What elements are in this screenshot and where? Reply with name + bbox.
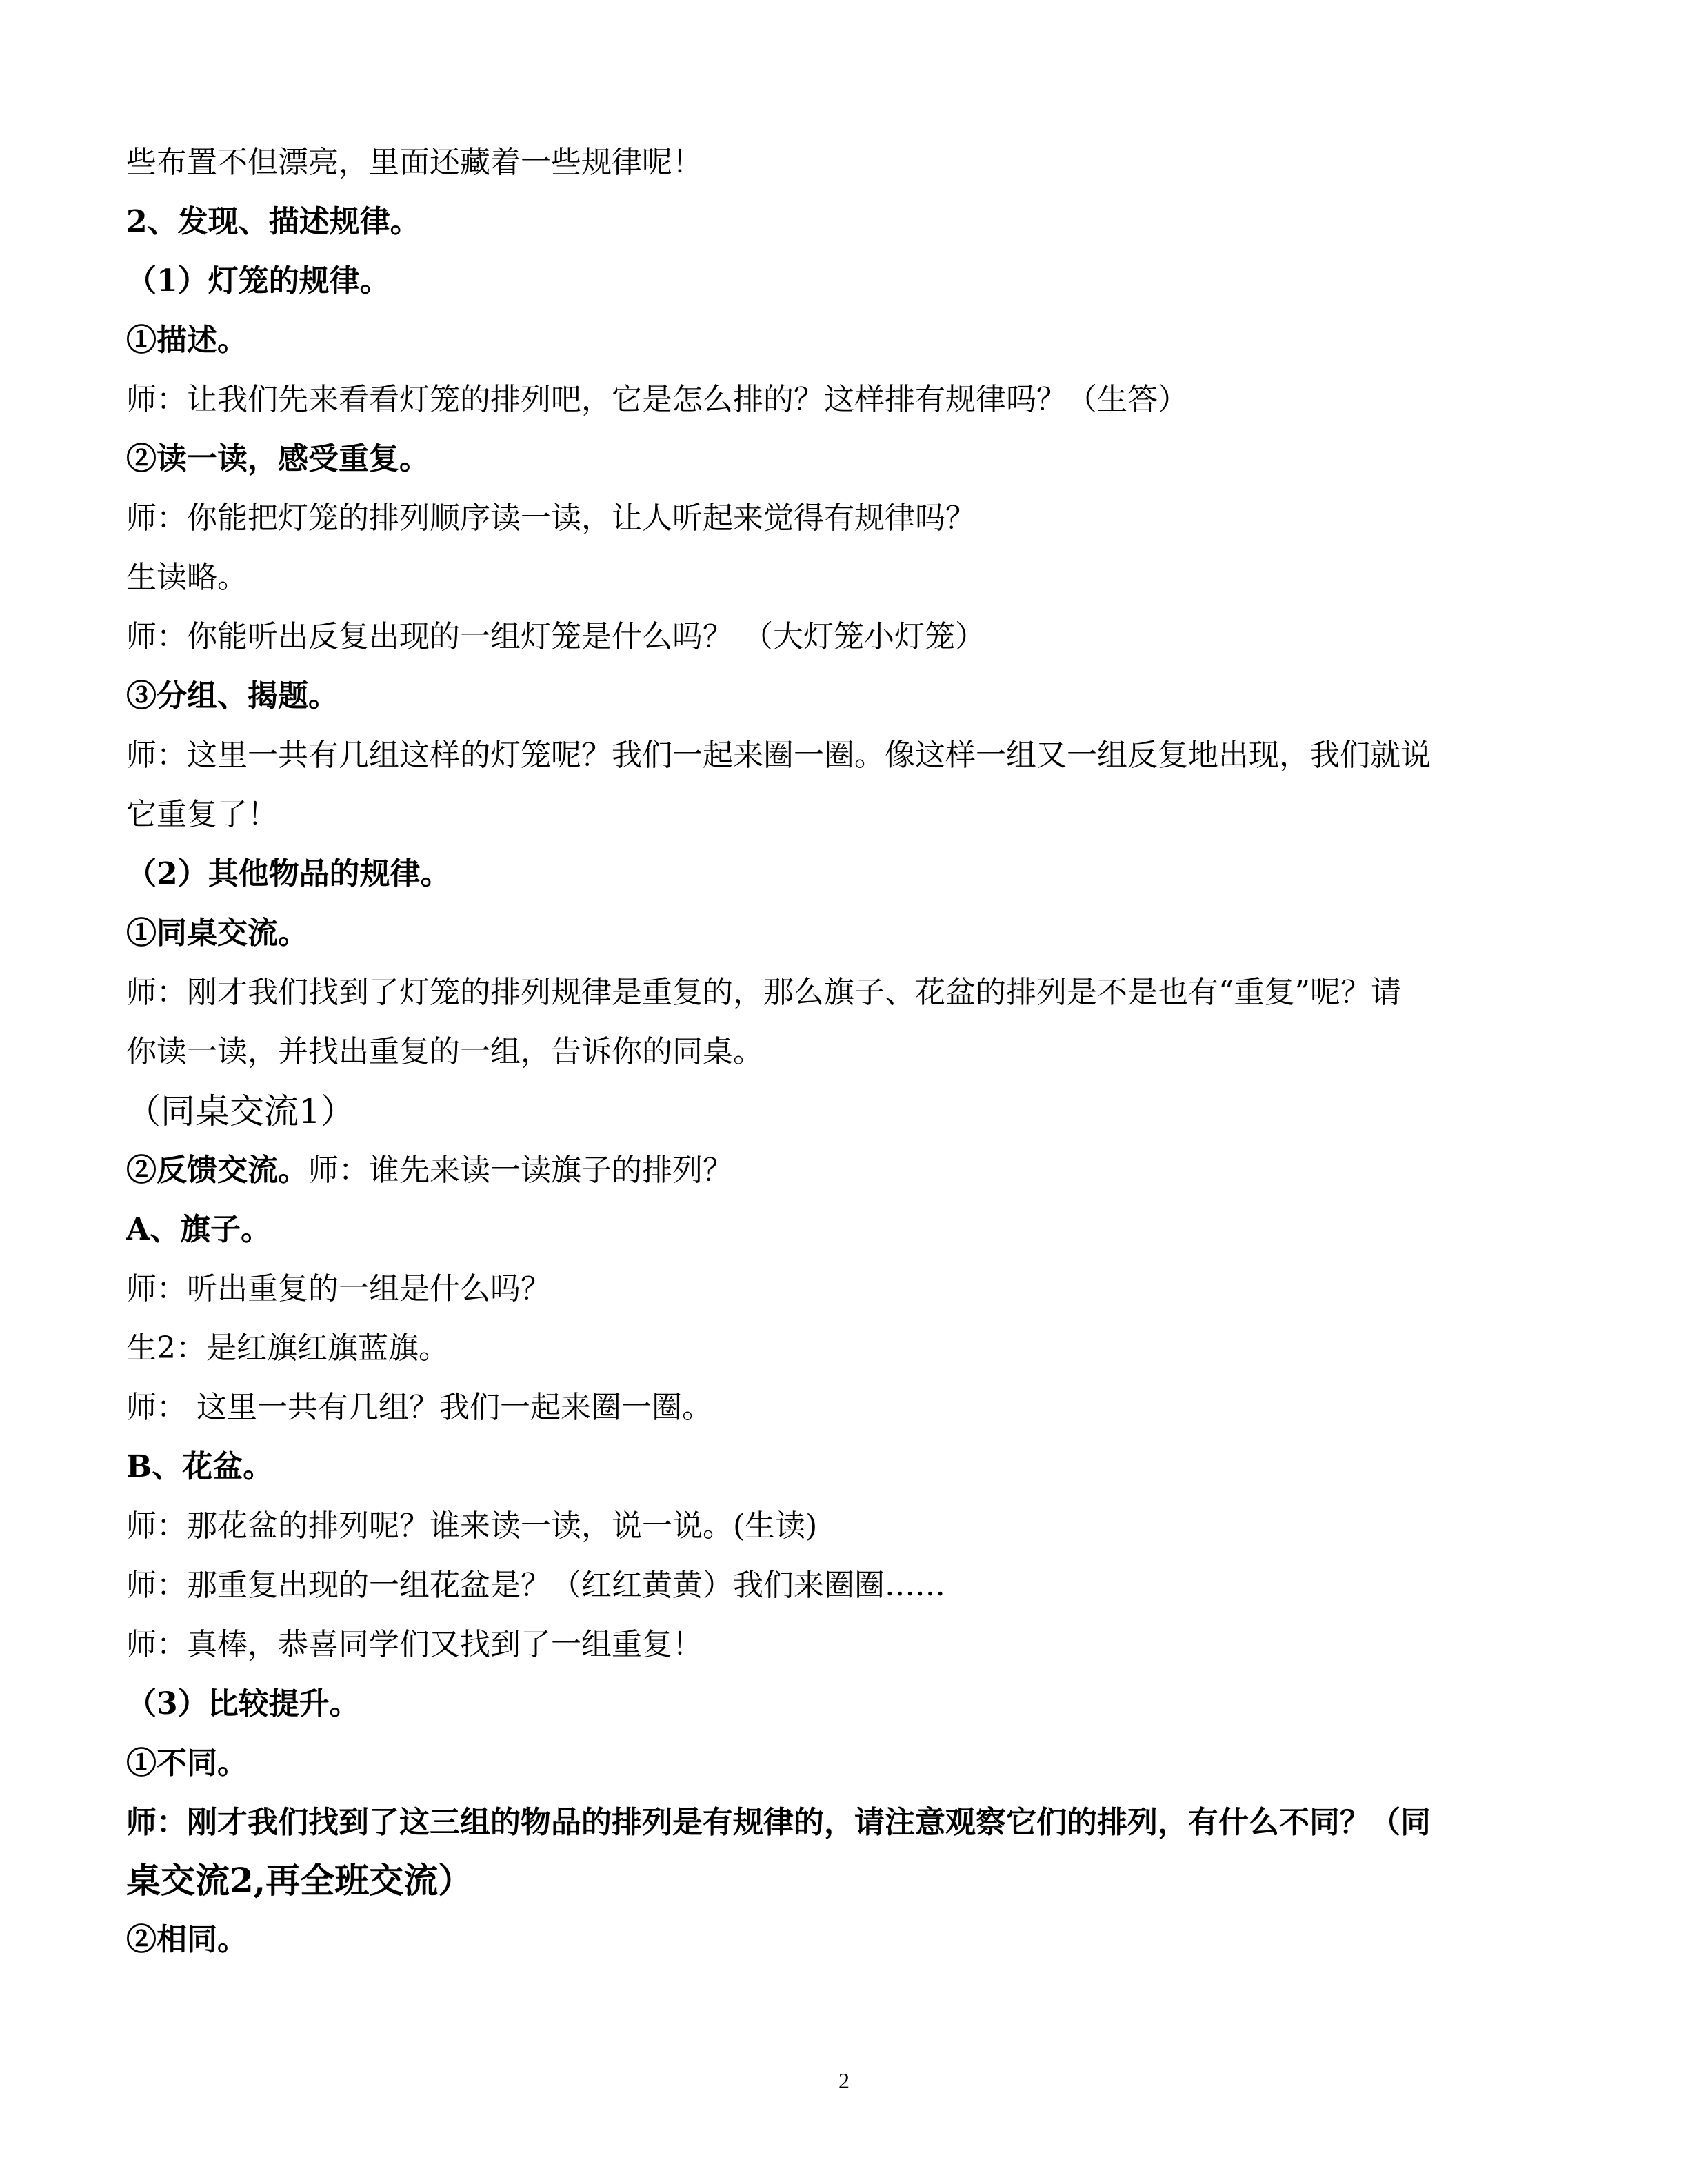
- teacher-line: 师：那花盆的排列呢？谁来读一读，说一说。(生读): [126, 1508, 818, 1544]
- step-heading-deskmate-exchange: ①同桌交流。: [126, 916, 308, 951]
- text-line-continuation: 你读一读，并找出重复的一组，告诉你的同桌。: [126, 1034, 763, 1069]
- page-number: 2: [838, 2068, 850, 2093]
- step-heading-difference: ①不同。: [126, 1746, 248, 1781]
- step-heading-read: ②读一读，感受重复。: [126, 441, 430, 476]
- teacher-line: 师：刚才我们找到了灯笼的排列规律是重复的，那么旗子、花盆的排列是不是也有“重复”呢？请: [126, 975, 1401, 1010]
- student-line: 生读略。: [126, 560, 248, 595]
- text-line-continuation: 些布置不但漂亮，里面还藏着一些规律呢！: [126, 145, 703, 180]
- teacher-line: 师：那重复出现的一组花盆是？（红红黄黄）我们来圈圈……: [126, 1568, 945, 1603]
- text-line-continuation: 它重复了！: [126, 797, 278, 832]
- teacher-line: 师：你能把灯笼的排列顺序读一读，让人听起来觉得有规律吗？: [126, 501, 976, 536]
- feedback-teacher-text: 师：谁先来读一读旗子的排列？: [308, 1153, 733, 1188]
- student-line: 生2：是红旗红旗蓝旗。: [126, 1331, 449, 1366]
- feedback-heading-label: ②反馈交流。: [126, 1153, 308, 1188]
- subsection-heading-compare: （3）比较提升。: [126, 1686, 360, 1721]
- step-heading-same: ②相同。: [126, 1922, 248, 1957]
- teacher-line: 师： 这里一共有几组？我们一起来圈一圈。: [126, 1390, 712, 1425]
- teacher-line: 师：听出重复的一组是什么吗？: [126, 1271, 551, 1306]
- step-heading-describe: ①描述。: [126, 323, 248, 358]
- step-heading-feedback: [126, 1150, 1560, 1191]
- teacher-line: 师：真棒，恭喜同学们又找到了一组重复！: [126, 1627, 703, 1662]
- teacher-question-continuation: 桌交流2,再全班交流）: [126, 1860, 473, 1901]
- section-heading-discover-rules: 2、发现、描述规律。: [126, 204, 421, 239]
- teacher-line: 师：这里一共有几组这样的灯笼呢？我们一起来圈一圈。像这样一组又一组反复地出现，我们就说: [126, 738, 1431, 773]
- teacher-question-line: 师：刚才我们找到了这三组的物品的排列是有规律的，请注意观察它们的排列，有什么不同？（同: [126, 1805, 1431, 1840]
- item-heading-flowerpots: B、花盆。: [126, 1449, 274, 1484]
- teacher-line: 师：让我们先来看看灯笼的排列吧，它是怎么排的？这样排有规律吗？（生答）: [126, 382, 1188, 417]
- subsection-heading-other-items: （2）其他物品的规律。: [126, 856, 451, 891]
- teacher-line: 师：你能听出反复出现的一组灯笼是什么吗？ （大灯笼小灯笼）: [126, 619, 985, 654]
- item-heading-flags: A、旗子。: [126, 1212, 272, 1247]
- activity-note-exchange-1: （同桌交流1）: [126, 1091, 355, 1131]
- step-heading-group: ③分组、揭题。: [126, 678, 339, 714]
- subsection-heading-lantern-rule: （1）灯笼的规律。: [126, 263, 390, 299]
